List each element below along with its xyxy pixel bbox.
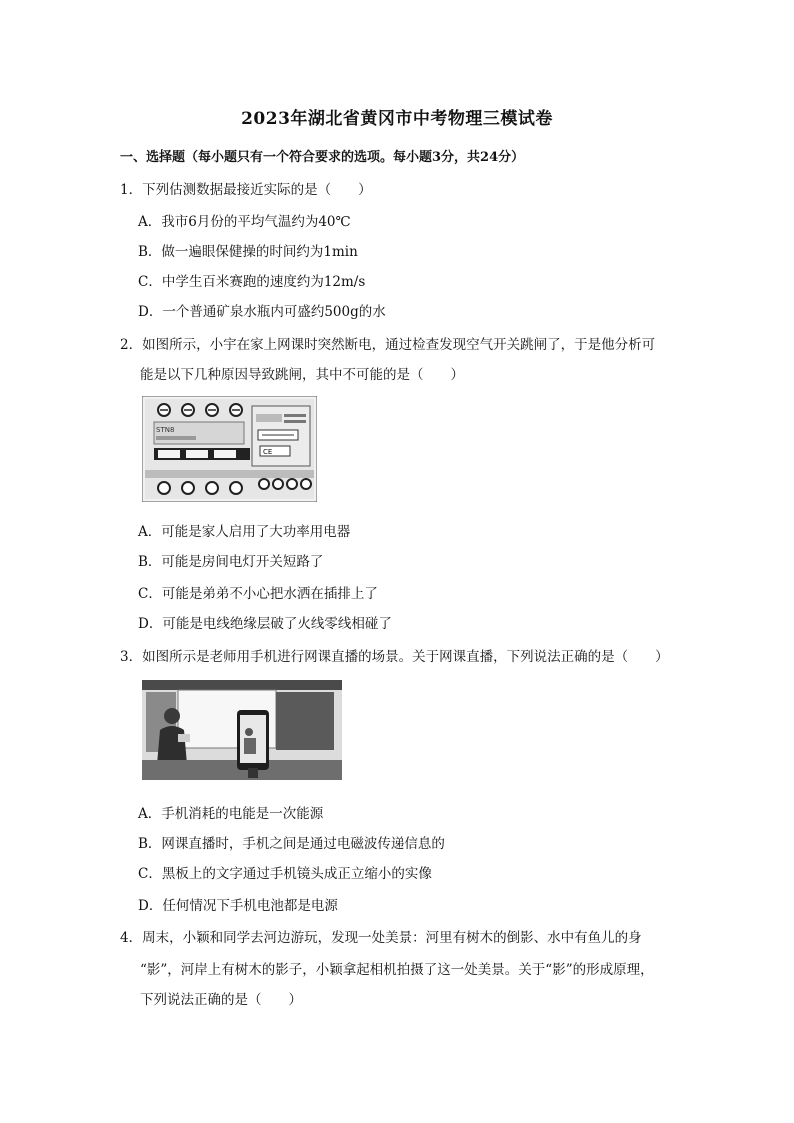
question-2-stem-line-1: 2．如图所示，小宇在家上网课时突然断电，通过检查发现空气开关跳闸了，于是他分析可 bbox=[120, 337, 656, 353]
question-2-option-b: B．可能是房间电灯开关短路了 bbox=[138, 554, 324, 570]
question-1-option-a: A．我市6月份的平均气温约为40℃ bbox=[138, 214, 351, 230]
question-4-stem-line-2: “影”，河岸上有树木的影子，小颖拿起相机拍摄了这一处美景。关于“影”的形成原理， bbox=[140, 962, 654, 978]
question-3-option-c: C．黑板上的文字通过手机镜头成正立缩小的实像 bbox=[138, 866, 432, 882]
question-2-option-a: A．可能是家人启用了大功率用电器 bbox=[138, 524, 351, 540]
question-1-option-c: C．中学生百米赛跑的速度约为12m/s bbox=[138, 274, 366, 290]
page-title: 2023年湖北省黄冈市中考物理三模试卷 bbox=[241, 109, 553, 129]
question-3-stem: 3．如图所示是老师用手机进行网课直播的场景。关于网课直播，下列说法正确的是（ ） bbox=[120, 649, 669, 665]
svg-text:CE: CE bbox=[263, 448, 273, 456]
question-3-option-b: B．网课直播时，手机之间是通过电磁波传递信息的 bbox=[138, 836, 445, 852]
question-2-option-c: C．可能是弟弟不小心把水洒在插排上了 bbox=[138, 586, 378, 602]
question-1-stem: 1．下列估测数据最接近实际的是（ ） bbox=[120, 182, 372, 198]
question-1-option-b: B．做一遍眼保健操的时间约为1min bbox=[138, 244, 358, 260]
circuit-breaker-figure bbox=[142, 396, 317, 502]
question-4-stem-line-1: 4．周末，小颖和同学去河边游玩，发现一处美景：河里有树木的倒影、水中有鱼儿的身 bbox=[120, 930, 642, 946]
section-heading: 一、选择题（每小题只有一个符合要求的选项。每小题3分，共24分） bbox=[120, 150, 525, 165]
question-4-stem-line-3: 下列说法正确的是（ ） bbox=[140, 992, 302, 1008]
question-2-option-d: D．可能是电线绝缘层破了火线零线相碰了 bbox=[138, 616, 392, 632]
question-1-option-d: D．一个普通矿泉水瓶内可盛约500g的水 bbox=[138, 304, 386, 320]
question-2-stem-line-2: 能是以下几种原因导致跳闸，其中不可能的是（ ） bbox=[140, 367, 464, 383]
question-3-option-a: A．手机消耗的电能是一次能源 bbox=[138, 806, 324, 822]
svg-text:STN8: STN8 bbox=[156, 426, 175, 434]
online-class-photo bbox=[142, 680, 342, 780]
question-3-option-d: D．任何情况下手机电池都是电源 bbox=[138, 898, 338, 914]
